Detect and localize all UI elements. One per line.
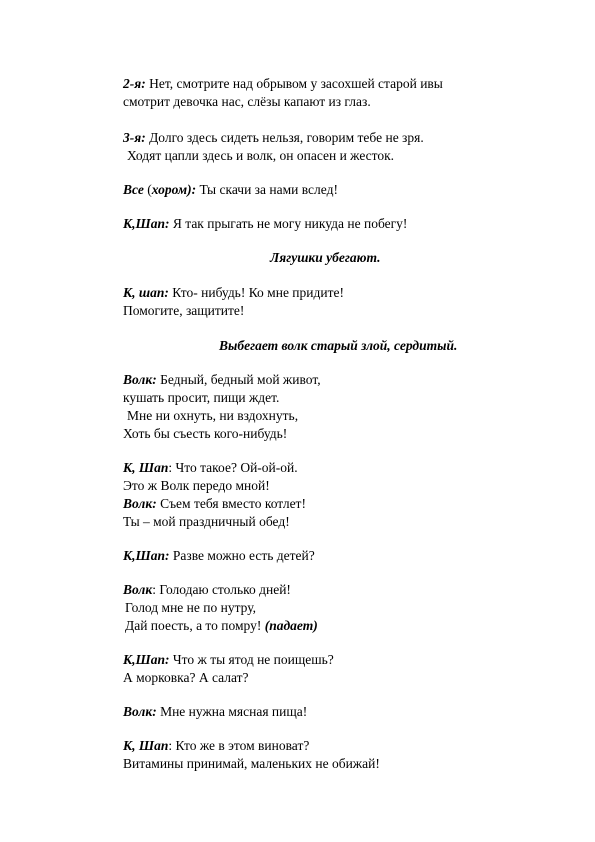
direction-open: ( bbox=[143, 182, 152, 197]
line-text: Помогите, защитите! bbox=[123, 303, 245, 318]
line-text: Мне ни охнуть, ни вздохнуть, bbox=[127, 408, 299, 423]
speaker-label: К, Шап bbox=[123, 738, 169, 753]
line-text: : Голодаю столько дней! bbox=[152, 582, 291, 597]
line-text: Хоть бы съесть кого-нибудь! bbox=[123, 426, 288, 441]
dialogue-line bbox=[123, 652, 334, 668]
dialogue-line bbox=[123, 704, 307, 720]
line-text: Бедный, бедный мой живот, bbox=[156, 372, 321, 387]
speaker-label: Волк bbox=[123, 582, 153, 597]
dialogue-line bbox=[127, 408, 298, 424]
stage-direction: (падает) bbox=[264, 618, 318, 633]
line-text: Ты скачи за нами вслед! bbox=[196, 182, 338, 197]
line-text: смотрит девочка нас, слёзы капают из глаз. bbox=[123, 94, 371, 109]
speaker-label: К,Шап: bbox=[123, 548, 170, 563]
line-text: Ходят цапли здесь и волк, он опасен и жесток. bbox=[127, 148, 395, 163]
dialogue-line bbox=[123, 285, 344, 301]
line-text: кушать просит, пищи ждет. bbox=[123, 390, 280, 405]
line-text: А морковка? А салат? bbox=[123, 670, 249, 685]
dialogue-line bbox=[123, 390, 279, 406]
line-text: Что ж ты ятод не поищешь? bbox=[169, 652, 334, 667]
speaker-label: К, Шап bbox=[123, 460, 169, 475]
dialogue-line bbox=[125, 600, 256, 616]
dialogue-line bbox=[123, 496, 306, 512]
stage-direction: хором bbox=[151, 182, 188, 197]
speaker-label: Волк: bbox=[123, 372, 157, 387]
line-text: Разве можно есть детей? bbox=[169, 548, 315, 563]
speaker-label: Волк: bbox=[123, 496, 157, 511]
stage-direction: Выбегает волк старый злой, сердитый. bbox=[219, 338, 458, 353]
dialogue-line bbox=[123, 478, 270, 494]
speaker-label: 2-я: bbox=[123, 76, 146, 91]
dialogue-line bbox=[123, 94, 371, 110]
speaker-label: Все bbox=[123, 182, 144, 197]
dialogue-line bbox=[123, 182, 338, 198]
line-text: Я так прыгать не могу никуда не побегу! bbox=[169, 216, 408, 231]
dialogue-line bbox=[123, 130, 424, 146]
dialogue-line bbox=[123, 738, 309, 754]
line-text: Ты – мой праздничный обед! bbox=[123, 514, 290, 529]
speaker-label: 3-я: bbox=[123, 130, 146, 145]
line-text: Съем тебя вместо котлет! bbox=[156, 496, 306, 511]
dialogue-line bbox=[125, 618, 318, 634]
dialogue-line bbox=[123, 460, 298, 476]
line-text: Мне нужна мясная пища! bbox=[156, 704, 308, 719]
line-text: Голод мне не по нутру, bbox=[125, 600, 256, 615]
dialogue-line bbox=[123, 303, 244, 319]
dialogue-line bbox=[123, 582, 291, 598]
speaker-label: Волк: bbox=[123, 704, 157, 719]
dialogue-line bbox=[123, 372, 321, 388]
dialogue-line bbox=[123, 514, 290, 530]
dialogue-line bbox=[123, 216, 407, 232]
dialogue-line bbox=[123, 756, 380, 772]
dialogue-line bbox=[123, 548, 315, 564]
line-text: Нет, смотрите над обрывом у засохшей старой ивы bbox=[145, 76, 443, 91]
dialogue-line bbox=[123, 76, 443, 92]
line-text: : Кто же в этом виноват? bbox=[168, 738, 310, 753]
dialogue-line bbox=[127, 148, 394, 164]
speaker-label: К,Шап: bbox=[123, 216, 170, 231]
speaker-label: К,Шап: bbox=[123, 652, 170, 667]
line-text: Это ж Волк передо мной! bbox=[123, 478, 270, 493]
stage-direction: Лягушки убегают. bbox=[270, 250, 381, 265]
line-text: : Что такое? Ой-ой-ой. bbox=[168, 460, 298, 475]
line-text: Долго здесь сидеть нельзя, говорим тебе не зря. bbox=[145, 130, 424, 145]
dialogue-line bbox=[123, 670, 249, 686]
line-text: Витамины принимай, маленьких не обижай! bbox=[123, 756, 380, 771]
line-text: Кто- нибудь! Ко мне придите! bbox=[168, 285, 344, 300]
dialogue-line bbox=[123, 426, 287, 442]
direction-close: ): bbox=[187, 182, 197, 197]
line-text: Дай поесть, а то помру! bbox=[125, 618, 262, 633]
speaker-label: К, шап: bbox=[123, 285, 169, 300]
